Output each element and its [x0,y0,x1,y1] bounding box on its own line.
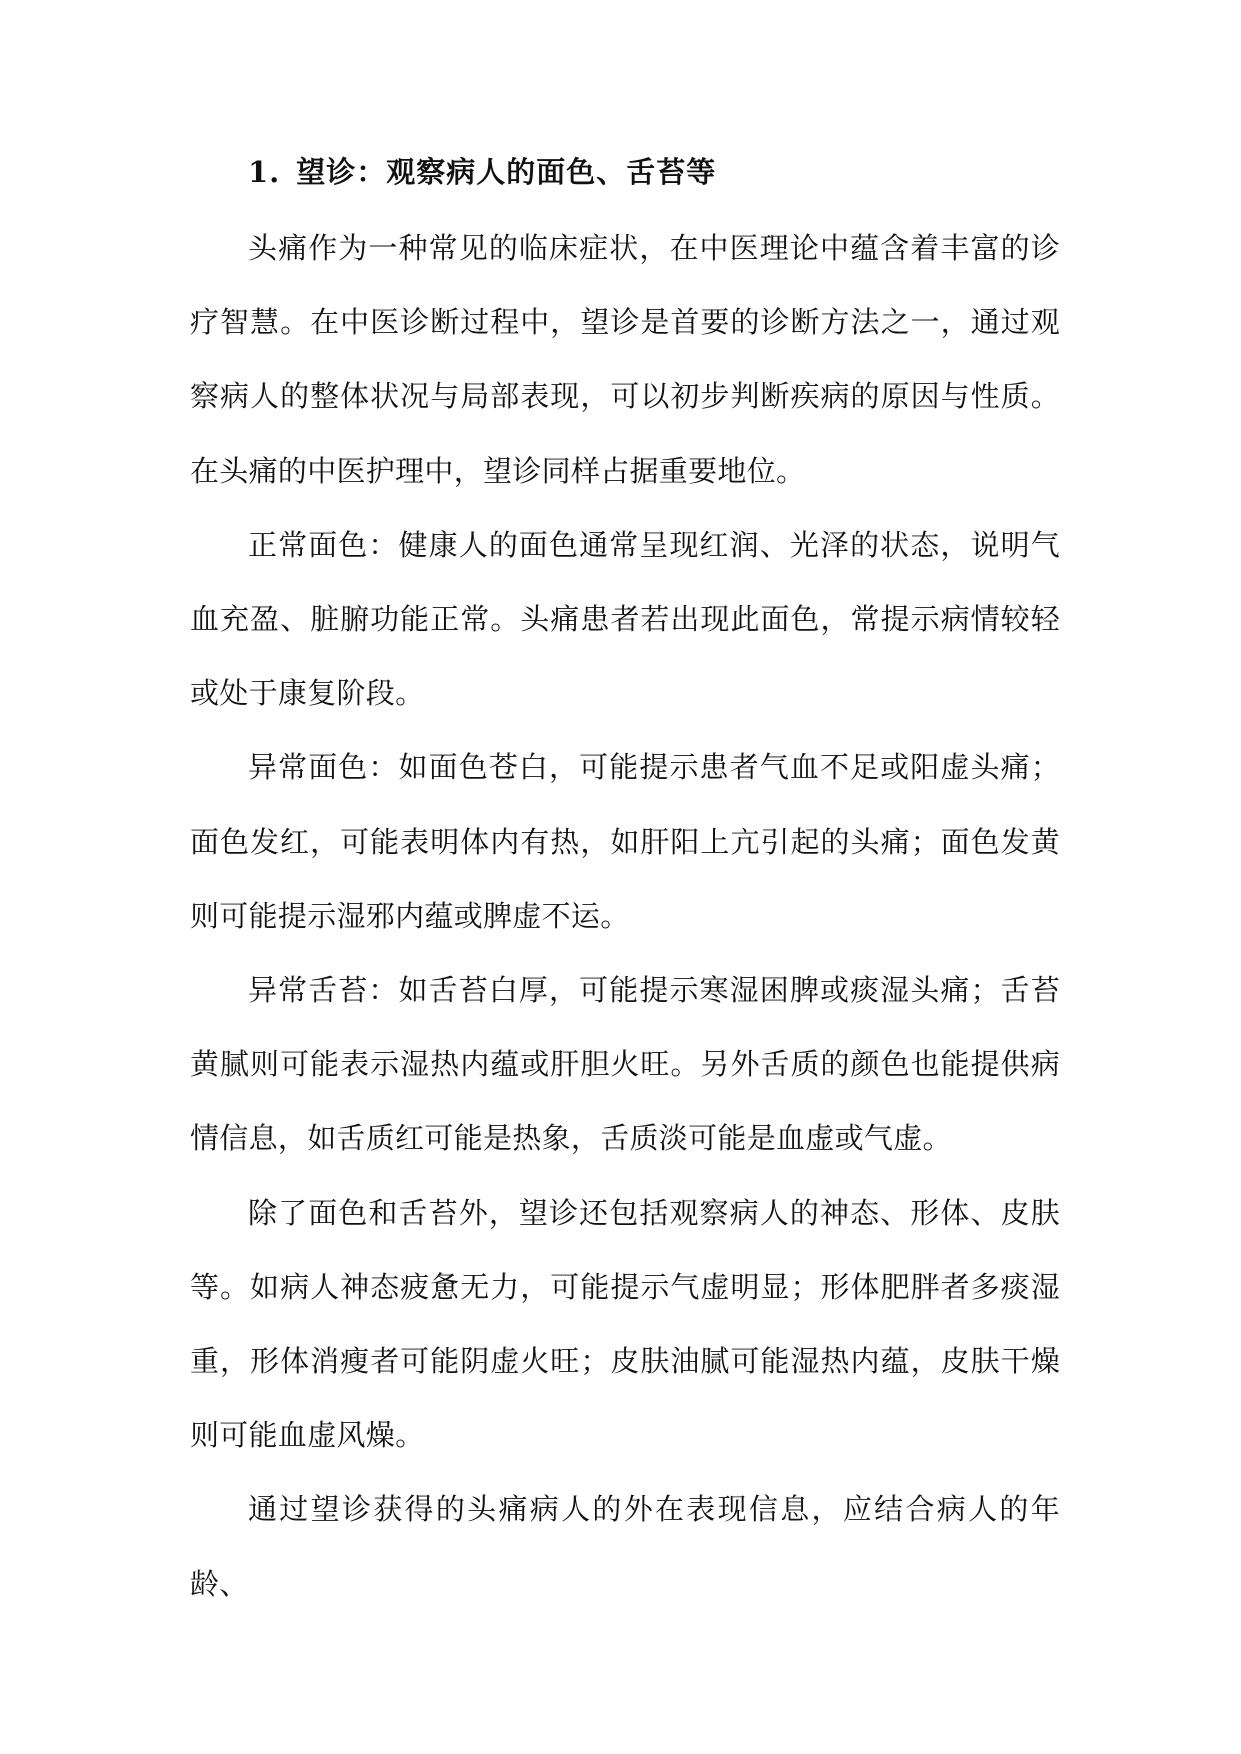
section-number: 1. [248,155,281,189]
paragraph-intro: 头痛作为一种常见的临床症状，在中医理论中蕴含着丰富的诊疗智慧。在中医诊断过程中，望诊是首要的诊断方法之一，通过观察病人的整体状况与局部表现，可以初步判断疾病的原因与性质。在头痛的中医护理中，望诊同样占据重要地位。 [190,231,1060,488]
section-title: 望诊：观察病人的面色、舌苔等 [296,155,717,189]
paragraph-abnormal-tongue-coating: 异常舌苔：如舌苔白厚，可能提示寒湿困脾或痰湿头痛；舌苔黄腻则可能表示湿热内蕴或肝胆火旺。另外舌质的颜色也能提供病情信息，如舌质红可能是热象，舌质淡可能是血虚或气虚。 [190,973,1060,1156]
paragraph-conclusion: 通过望诊获得的头痛病人的外在表现信息，应结合病人的年龄、 [190,1492,1060,1601]
paragraph-other-observations: 除了面色和舌苔外，望诊还包括观察病人的神态、形体、皮肤等。如病人神态疲惫无力，可能提示气虚明显；形体肥胖者多痰湿重，形体消瘦者可能阴虚火旺；皮肤油腻可能湿热内蕴，皮肤干燥则可能血虚风燥。 [190,1195,1060,1453]
paragraph-normal-complexion: 正常面色：健康人的面色通常呈现红润、光泽的状态，说明气血充盈、脏腑功能正常。头痛患者若出现此面色，常提示病情较轻或处于康复阶段。 [190,527,1060,711]
document-body [190,211,1060,1621]
paragraph-abnormal-complexion: 异常面色：如面色苍白，可能提示患者气血不足或阳虚头痛；面色发红，可能表明体内有热，如肝阳上亢引起的头痛；面色发黄则可能提示湿邪内蕴或脾虚不运。 [190,750,1060,933]
section-heading [248,150,716,194]
